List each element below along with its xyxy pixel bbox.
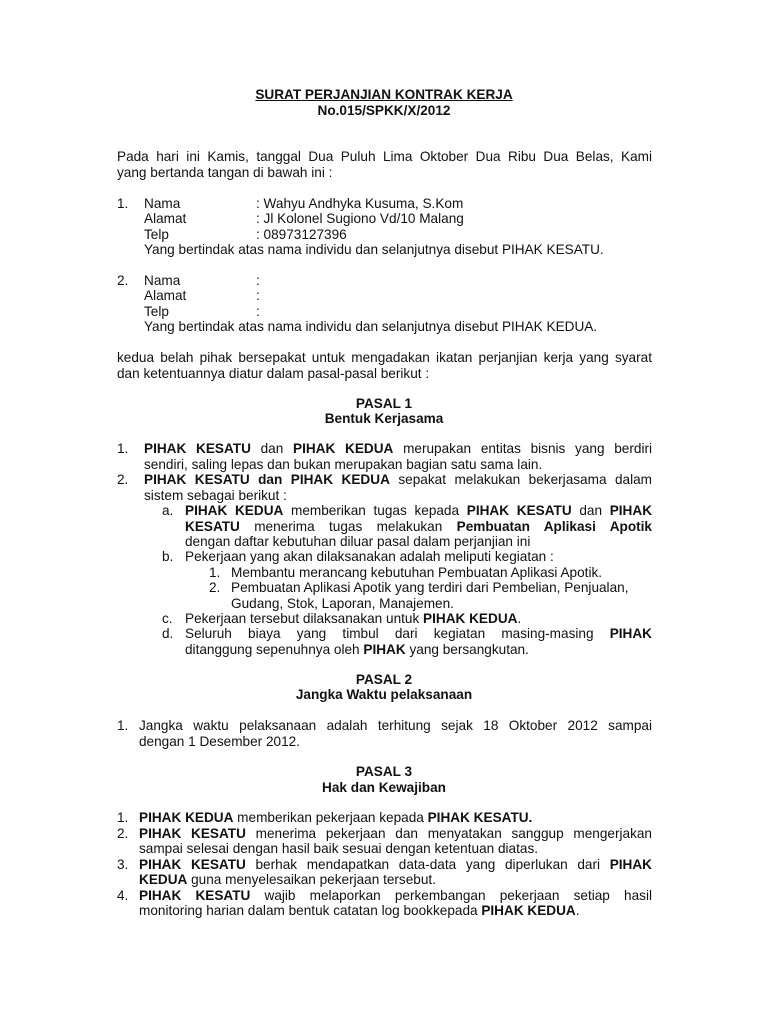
pasal1-sub-b2-line2: Gudang, Stok, Laporan, Manajemen. [231,596,454,611]
party2-number: 2. [117,273,129,288]
party1-nama-value: : Wahyu Andhyka Kusuma, S.Kom [256,196,464,211]
pasal2-item1-line2: dengan 1 Desember 2012. [139,734,300,749]
document-number: No.015/SPKK/X/2012 [317,103,451,118]
pasal3-item1-text: PIHAK KEDUA memberikan pekerjaan kepada PIHAK KESATU. [139,810,533,825]
pasal1-sub-a-line1: PIHAK KEDUA memberikan tugas kepada PIHAK KESATU dan PIHAK [185,503,653,518]
intro-line-2: yang bertanda tangan di bawah ini : [117,165,333,180]
pasal3-item3-line2: KEDUA guna menyelesaikan pekerjaan tersebut. [139,872,436,887]
pasal1-sub-d-line2: ditanggung sepenuhnya oleh PIHAK yang bersangkutan. [185,642,529,657]
pasal1-sub-b2-line1: Pembuatan Aplikasi Apotik yang terdiri dari Pembelian, Penjualan, [231,580,629,595]
pasal1-sub-a-line2: KESATU menerima tugas melakukan Pembuatan Aplikasi Apotik [185,519,652,534]
pasal1-sub-b2-label: 2. [209,580,221,595]
intro-line-1: Pada hari ini Kamis, tanggal Dua Puluh Lima Oktober Dua Ribu Dua Belas, Kami [117,149,652,164]
pasal2-subheading: Jangka Waktu pelaksanaan [295,687,473,702]
pasal1-sub-b1-text: Membantu merancang kebutuhan Pembuatan Aplikasi Apotik. [231,565,603,580]
party1-alamat-value: : Jl Kolonel Sugiono Vd/10 Malang [256,211,464,226]
party1-telp-value: : 08973127396 [256,227,347,242]
pasal1-sub-a-label: a. [162,503,174,518]
pasal3-subheading: Hak dan Kewajiban [322,780,446,795]
pasal3-item2-line1: PIHAK KESATU menerima pekerjaan dan menyatakan sanggup mengerjakan [139,826,652,841]
pasal1-item1-line1: PIHAK KESATU dan PIHAK KEDUA merupakan entitas bisnis yang berdiri [144,441,653,456]
pasal3-item1-number: 1. [117,810,129,825]
pasal2-heading: PASAL 2 [355,672,413,687]
pasal1-heading: PASAL 1 [355,396,413,411]
pasal3-item3-line1: PIHAK KESATU berhak mendapatkan data-data yang diperlukan dari PIHAK [139,857,652,872]
party2-alamat-value: : [256,288,260,303]
pasal1-item2-line1: PIHAK KESATU dan PIHAK KEDUA sepakat melakukan bekerjasama dalam [144,472,653,487]
pasal2-item1-number: 1. [117,718,129,733]
party2-alamat-label: Alamat [144,288,187,303]
pasal3-heading: PASAL 3 [355,764,413,779]
party1-note: Yang bertindak atas nama individu dan selanjutnya disebut PIHAK KESATU. [144,242,604,257]
party2-note: Yang bertindak atas nama individu dan selanjutnya disebut PIHAK KEDUA. [144,319,598,334]
party1-nama-label: Nama [144,196,181,211]
agreement-line-2: dan ketentuannya diatur dalam pasal-pasal berikut : [117,366,430,381]
document-title: SURAT PERJANJIAN KONTRAK KERJA [255,87,513,102]
party1-telp-label: Telp [144,227,169,242]
pasal1-item2-line2: sistem sebagai berikut : [144,488,287,503]
pasal1-sub-c-text: Pekerjaan tersebut dilaksanakan untuk PIHAK KEDUA. [185,611,522,626]
pasal3-item4-number: 4. [117,888,129,903]
pasal1-sub-c-label: c. [162,611,173,626]
pasal2-item1-line1: Jangka waktu pelaksanaan adalah terhitung sejak 18 Oktober 2012 sampai [139,718,652,733]
pasal3-item4-line2: monitoring harian dalam bentuk catatan log bookkepada PIHAK KEDUA. [139,903,580,918]
pasal1-sub-b-label: b. [162,549,174,564]
pasal3-item2-number: 2. [117,826,129,841]
pasal1-subheading: Bentuk Kerjasama [324,411,444,426]
party1-alamat-label: Alamat [144,211,187,226]
pasal3-item2-line2: sampai selesai dengan hasil baik sesuai dengan ketentuan diatas. [139,841,539,856]
pasal1-item1-number: 1. [117,441,129,456]
party2-telp-label: Telp [144,304,169,319]
pasal3-item3-number: 3. [117,857,129,872]
agreement-line-1: kedua belah pihak bersepakat untuk mengadakan ikatan perjanjian kerja yang syarat [117,350,652,365]
pasal1-sub-d-line1: Seluruh biaya yang timbul dari kegiatan masing-masing PIHAK [185,626,652,641]
pasal1-item2-number: 2. [117,472,129,487]
party2-nama-value: : [256,273,260,288]
pasal3-item4-line1: PIHAK KESATU wajib melaporkan perkembangan pekerjaan setiap hasil [139,888,652,903]
pasal1-sub-a-line3: dengan daftar kebutuhan diluar pasal dalam perjanjian ini [185,534,531,549]
party2-telp-value: : [256,304,260,319]
pasal1-item1-line2: sendiri, saling lepas dan bukan merupakan bagian satu sama lain. [144,457,543,472]
pasal1-sub-d-label: d. [162,626,174,641]
party1-number: 1. [117,196,129,211]
party2-nama-label: Nama [144,273,181,288]
pasal1-sub-b-text: Pekerjaan yang akan dilaksanakan adalah meliputi kegiatan : [185,549,554,564]
pasal1-sub-b1-label: 1. [209,565,221,580]
